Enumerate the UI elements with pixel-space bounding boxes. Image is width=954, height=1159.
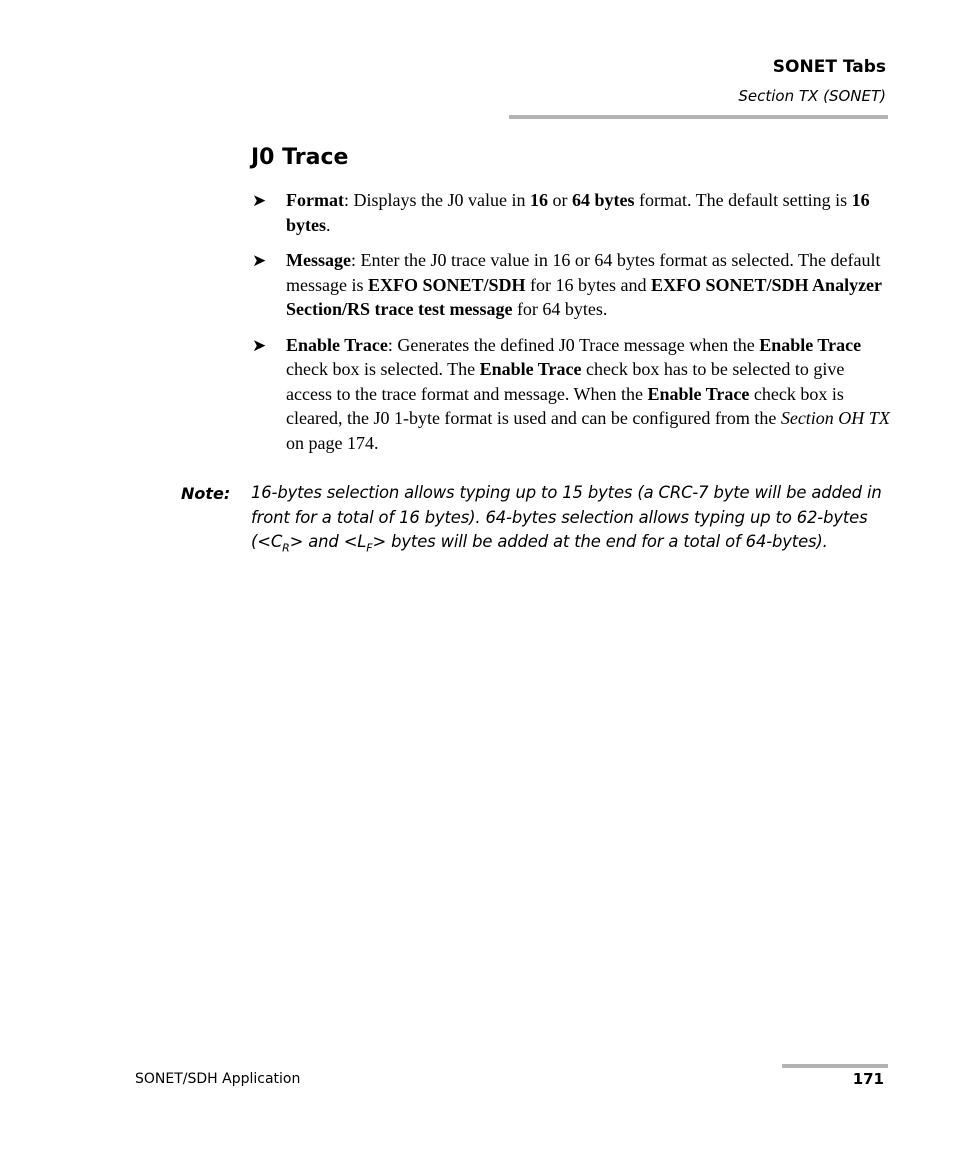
text-run: format. The default setting is [634, 190, 852, 210]
text-run: Enable Trace [286, 334, 388, 355]
running-header-title: SONET Tabs [772, 57, 886, 77]
header-divider [509, 115, 888, 119]
text-run: 16 [529, 190, 548, 210]
bullet-text-message [286, 250, 882, 319]
text-run: check box is selected. The [286, 359, 480, 379]
text-run: : Generates the defined J0 Trace message when the [387, 334, 760, 355]
arrow-bullet-icon: ➤ [252, 251, 267, 271]
text-run: > bytes will be added at the end for a total of 64-bytes). [372, 532, 828, 551]
text-run: : Enter the J0 trace value in 16 or 64 bytes format as selected. The default message is [286, 250, 881, 295]
text-run: . [326, 214, 331, 235]
bullet-text-format [286, 190, 870, 235]
text-run: Message [286, 250, 351, 270]
text-run: check box is cleared, the J0 1-byte format is used and can be configured from the [286, 383, 844, 428]
text-run: for 64 bytes. [512, 299, 608, 319]
footer-divider [782, 1064, 888, 1068]
text-run: or [547, 190, 572, 210]
text-run: : Displays the J0 value in [343, 190, 530, 210]
footer-document-title: SONET/SDH Application [135, 1071, 301, 1087]
text-run: Format [286, 190, 344, 210]
text-run: R [282, 541, 290, 555]
text-run: Enable Trace [647, 383, 750, 404]
arrow-bullet-icon: ➤ [252, 335, 267, 356]
text-run: Enable Trace [479, 359, 582, 379]
text-run: for 16 bytes and [525, 274, 652, 295]
text-run: 16 bytes [286, 190, 870, 235]
running-header-subtitle: Section TX (SONET) [738, 87, 886, 105]
text-run: EXFO SONET/SDH Analyzer Section/RS trace test message [286, 274, 882, 319]
text-run: Section OH TX [780, 408, 890, 428]
bullet-item-message [252, 248, 892, 322]
bullet-list [252, 188, 892, 466]
note-block [181, 481, 891, 555]
bullet-text-enable-trace [286, 335, 890, 453]
bullet-item-enable-trace [252, 333, 892, 456]
text-run: 64 bytes [571, 190, 635, 210]
text-run: F [366, 541, 373, 555]
page-number: 171 [852, 1070, 884, 1088]
note-label: Note: [181, 484, 231, 503]
bullet-item-format [252, 188, 892, 237]
note-text [251, 481, 891, 555]
text-run: check box has to be selected to give access to the trace format and message. When the [286, 359, 845, 404]
text-run: EXFO SONET/SDH [367, 274, 526, 295]
text-run: 16-bytes selection allows typing up to 15 bytes (a CRC-7 byte will be added in front for a total of 16 bytes). 64-bytes selection allows typing up to 62-bytes (<C [251, 483, 882, 551]
text-run: on page 174. [286, 432, 379, 453]
section-heading: J0 Trace [251, 145, 349, 170]
text-run: > and <L [289, 532, 367, 551]
arrow-bullet-icon: ➤ [252, 191, 267, 211]
text-run: Enable Trace [759, 334, 862, 355]
